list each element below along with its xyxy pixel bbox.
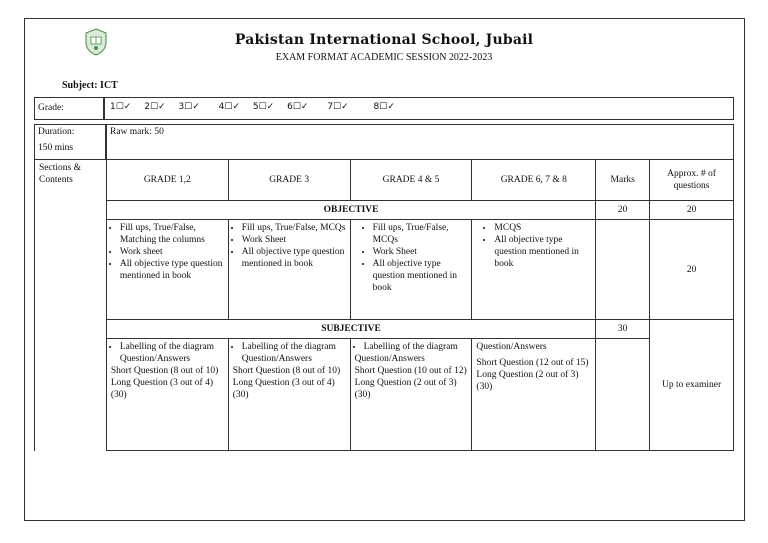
objective-marks: 20 — [596, 201, 650, 220]
subjective-band: SUBJECTIVE — [106, 320, 595, 339]
objective-questions-top: 20 — [650, 201, 734, 220]
duration-label: Duration: 150 mins — [38, 127, 75, 153]
exam-session: EXAM FORMAT ACADEMIC SESSION 2022-2023 — [275, 52, 493, 63]
list-item: • MCQS — [494, 222, 591, 234]
list-item: • Work Sheet — [242, 234, 346, 246]
list-item: • All objective type question mentioned in book — [120, 258, 224, 282]
list-item: • All objective type question mentioned in book — [494, 234, 591, 270]
list-item: • Labelling of the diagram — [120, 341, 224, 353]
objective-grade-1-2 — [106, 220, 228, 320]
list-item: • Labelling of the diagram — [364, 341, 468, 353]
header-grade-4-5: GRADE 4 & 5 — [350, 160, 472, 201]
objective-grade-3 — [228, 220, 350, 320]
grade-item: 3☐✓ — [178, 102, 200, 112]
list-item: • All objective type question mentioned in book — [242, 246, 346, 270]
raw-mark: Raw mark: 50 — [110, 127, 164, 137]
objective-grade-4-5 — [350, 220, 472, 320]
grade-item: 6☐✓ — [287, 102, 309, 112]
header-grade-1-2: GRADE 1,2 — [106, 160, 228, 201]
raw-mark-box — [106, 124, 734, 160]
list-item: • Labelling of the diagram — [242, 341, 346, 353]
list-item: • Work sheet — [120, 246, 224, 258]
subjective-grade-3: • Labelling of the diagram Question/Answers Short Question (8 out of 10) Long Question (3 out of 4) (30) — [228, 339, 350, 451]
header-grade-6-8: GRADE 6, 7 & 8 — [472, 160, 596, 201]
subjective-grade-4-5: • Labelling of the diagram Question/Answers Short Question (10 out of 12) Long Question (2 out of 3) (30) — [350, 339, 472, 451]
grade-item: 5☐✓ — [252, 102, 275, 112]
sections-contents-label: Sections & Contents — [35, 160, 107, 451]
list-item: • Fill ups, True/False, MCQs — [242, 222, 346, 234]
header-grade-3: GRADE 3 — [228, 160, 350, 201]
objective-questions: 20 — [650, 220, 734, 320]
grade-item: 8☐✓ — [373, 102, 395, 112]
subjective-grade-6-8: Question/Answers Short Question (12 out of 15) Long Question (2 out of 3) (30) — [472, 339, 596, 451]
header-marks: Marks — [596, 160, 650, 201]
subjective-questions: Up to examiner — [650, 320, 734, 451]
grade-item: 7☐✓ — [327, 102, 349, 112]
list-item: • Fill ups, True/False, Matching the columns — [120, 222, 224, 246]
grade-label: Grade: — [38, 103, 64, 113]
exam-format-table — [34, 159, 734, 451]
subjective-grade-1-2: • Labelling of the diagram Question/Answers Short Question (8 out of 10) Long Question (3 out of 4) (30) — [106, 339, 228, 451]
grade-item: 2☐✓ — [144, 102, 166, 112]
subjective-marks: 30 — [596, 320, 650, 339]
list-item: • Work Sheet — [373, 246, 468, 258]
list-item: • All objective type question mentioned in book — [373, 258, 468, 294]
grade-item: 4☐✓ — [218, 102, 240, 112]
subjective-marks-blank — [596, 339, 650, 451]
list-item: • Fill ups, True/False, MCQs — [373, 222, 468, 246]
grade-checklist — [110, 101, 405, 113]
objective-grade-6-8 — [472, 220, 596, 320]
subject-label: Subject: ICT — [62, 80, 118, 91]
objective-marks-blank — [596, 220, 650, 320]
objective-band: OBJECTIVE — [106, 201, 595, 220]
school-name: Pakistan International School, Jubail — [234, 32, 534, 48]
grade-item: 1☐✓ — [110, 102, 132, 112]
header-approx-questions: Approx. # of questions — [650, 160, 734, 201]
